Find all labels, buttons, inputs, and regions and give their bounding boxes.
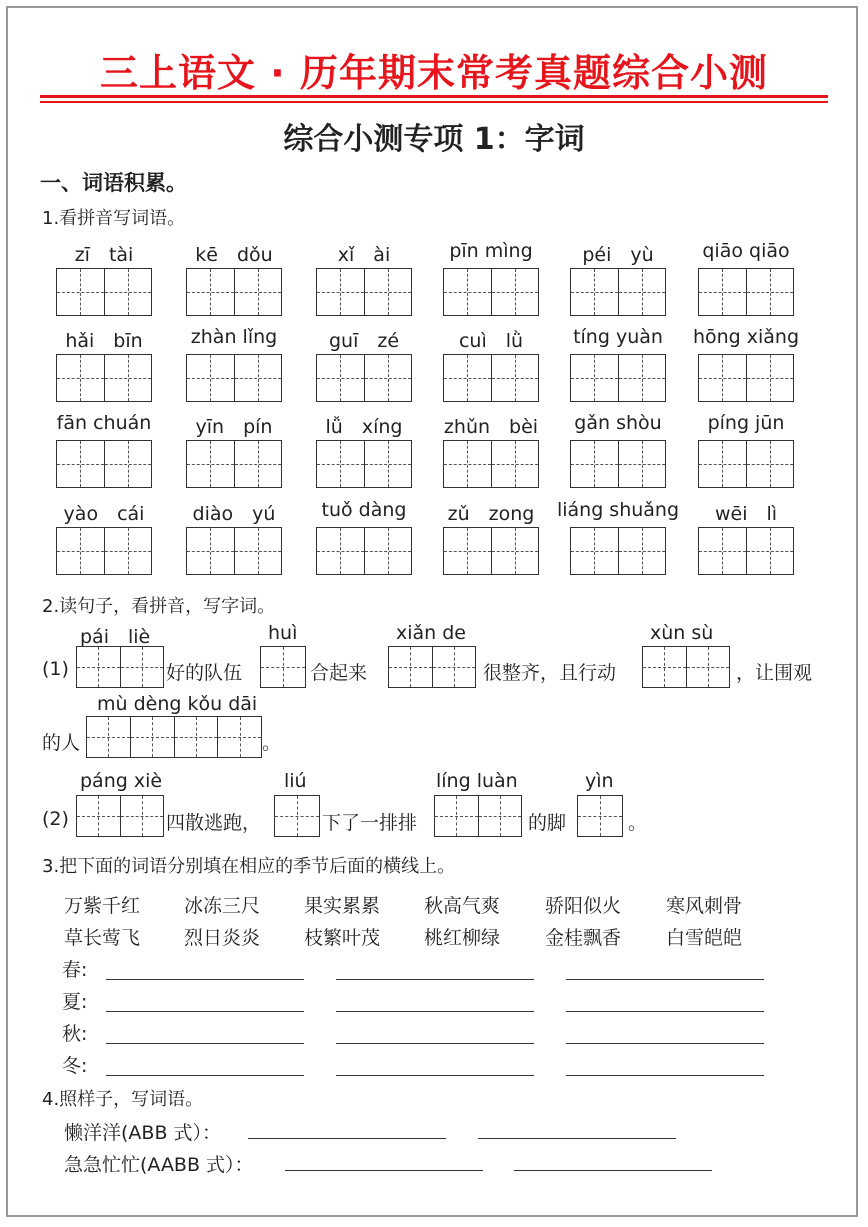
pinyin-label: zhàn lǐng	[190, 326, 278, 348]
pinyin-label: kē dǒu	[195, 244, 273, 266]
aabb-answer-line-1[interactable]	[285, 1170, 483, 1171]
title-underline	[40, 95, 828, 98]
pinyin-label: pīn mìng	[449, 240, 533, 262]
word-item: 金桂飘香	[545, 927, 622, 949]
s1-pinyin-1: pái liè	[80, 626, 151, 648]
pinyin-label: guī zé	[328, 330, 400, 352]
season-answer-line[interactable]	[566, 1011, 764, 1012]
s1-pinyin-4: xùn sù	[650, 622, 714, 644]
pinyin-label: qiāo qiāo	[702, 240, 790, 262]
character-box[interactable]	[56, 354, 152, 402]
section-heading: 一、词语积累。	[40, 171, 187, 195]
season-label: 秋:	[62, 1023, 88, 1045]
season-answer-line[interactable]	[106, 1043, 304, 1044]
pinyin-label: lǚ xíng	[325, 416, 403, 438]
s1-pinyin-5: mù dèng kǒu dāi	[97, 693, 258, 715]
s1-text-2: 合起来	[310, 662, 368, 684]
pinyin-label: gǎn shòu	[574, 412, 662, 434]
s2-text-1: 四散逃跑，	[166, 812, 262, 834]
character-box[interactable]	[186, 268, 282, 316]
season-label: 冬:	[62, 1055, 88, 1077]
pinyin-label: fān chuán	[56, 412, 152, 434]
pinyin-label: tuǒ dàng	[321, 499, 407, 521]
s2-text-2: 下了一排排	[322, 812, 418, 834]
character-box[interactable]	[56, 268, 152, 316]
s2-answer-box-4[interactable]	[577, 795, 623, 837]
character-box[interactable]	[186, 527, 282, 575]
word-item: 枝繁叶茂	[304, 927, 381, 949]
word-item: 果实累累	[304, 895, 381, 917]
s2-pinyin-4: yìn	[585, 770, 614, 792]
season-answer-line[interactable]	[566, 1043, 764, 1044]
pinyin-label: yīn pín	[195, 416, 273, 438]
word-item: 秋高气爽	[424, 895, 501, 917]
s1-text-1: 好的队伍	[166, 662, 243, 684]
aabb-answer-line-2[interactable]	[514, 1170, 712, 1171]
s1-text-3: 很整齐，且行动	[483, 662, 617, 684]
season-answer-line[interactable]	[336, 1075, 534, 1076]
character-box[interactable]	[56, 527, 152, 575]
question-3-label: 3.把下面的词语分别填在相应的季节后面的横线上。	[42, 856, 456, 877]
word-item: 桃红柳绿	[424, 927, 501, 949]
s1-text-5: 的人	[42, 732, 81, 754]
s2-pinyin-1: páng xiè	[80, 770, 163, 792]
title-underline-secondary	[40, 101, 828, 103]
pinyin-label: hōng xiǎng	[692, 326, 800, 348]
season-answer-line[interactable]	[106, 1075, 304, 1076]
pinyin-label: píng jūn	[707, 412, 785, 434]
pinyin-label: péi yù	[582, 244, 654, 266]
example-aabb: 急急忙忙(AABB 式）：	[64, 1154, 254, 1176]
abb-answer-line-1[interactable]	[248, 1138, 446, 1139]
character-box[interactable]	[698, 527, 794, 575]
season-answer-line[interactable]	[566, 1075, 764, 1076]
s1-answer-box-3[interactable]	[388, 646, 476, 688]
s1-pinyin-3: xiǎn de	[396, 622, 466, 644]
character-box[interactable]	[316, 440, 412, 488]
pinyin-label: yào cái	[63, 503, 145, 525]
character-box[interactable]	[186, 354, 282, 402]
season-answer-line[interactable]	[106, 979, 304, 980]
pinyin-label: zhǔn bèi	[443, 416, 539, 438]
pinyin-label: zǔ zong	[447, 503, 535, 525]
pinyin-label: tíng yuàn	[573, 326, 663, 348]
question-1-label: 1.看拼音写词语。	[42, 208, 186, 229]
s1-answer-box-2[interactable]	[260, 646, 306, 688]
question-2-label: 2.读句子，看拼音，写字词。	[42, 596, 276, 617]
s2-text-4: 。	[628, 812, 648, 834]
s1-answer-box-1[interactable]	[76, 646, 164, 688]
word-item: 白雪皑皑	[666, 927, 743, 949]
character-box[interactable]	[316, 527, 412, 575]
word-item: 骄阳似火	[545, 895, 622, 917]
s2-answer-box-2[interactable]	[274, 795, 320, 837]
season-label: 春:	[62, 959, 88, 981]
pinyin-label: liáng shuǎng	[556, 499, 680, 521]
word-item: 草长莺飞	[64, 927, 141, 949]
character-box[interactable]	[316, 354, 412, 402]
pinyin-label: hǎi bīn	[65, 330, 143, 352]
character-box[interactable]	[570, 440, 666, 488]
character-box[interactable]	[56, 440, 152, 488]
pinyin-label: xǐ ài	[337, 244, 391, 266]
season-answer-line[interactable]	[566, 979, 764, 980]
page-subtitle: 综合小测专项 1：字词	[283, 122, 585, 157]
s2-text-3: 的脚	[528, 812, 567, 834]
season-answer-line[interactable]	[336, 1011, 534, 1012]
season-answer-line[interactable]	[106, 1011, 304, 1012]
character-box[interactable]	[570, 354, 666, 402]
abb-answer-line-2[interactable]	[478, 1138, 676, 1139]
character-box[interactable]	[570, 527, 666, 575]
s2-answer-box-3[interactable]	[434, 795, 522, 837]
question-4-label: 4.照样子，写词语。	[42, 1089, 204, 1110]
word-item: 万紫千红	[64, 895, 141, 917]
season-answer-line[interactable]	[336, 1043, 534, 1044]
s1-text-6: 。	[262, 732, 282, 754]
character-box[interactable]	[443, 354, 539, 402]
s1-text-4: ，让围观	[736, 662, 813, 684]
character-box[interactable]	[698, 268, 794, 316]
pinyin-label: wēi lì	[714, 503, 778, 525]
character-box[interactable]	[443, 440, 539, 488]
character-box[interactable]	[316, 268, 412, 316]
word-item: 烈日炎炎	[184, 927, 261, 949]
pinyin-label: zī tài	[74, 244, 134, 266]
character-box[interactable]	[570, 268, 666, 316]
s1-answer-box-4[interactable]	[642, 646, 730, 688]
s1-answer-box-5[interactable]	[86, 716, 262, 758]
character-box[interactable]	[186, 440, 282, 488]
pinyin-label: diào yú	[192, 503, 276, 525]
pinyin-label: cuì lǜ	[458, 330, 524, 352]
page-title: 三上语文 · 历年期末常考真题综合小测	[100, 51, 768, 95]
s2-answer-box-1[interactable]	[76, 795, 164, 837]
character-box[interactable]	[698, 354, 794, 402]
s2-number: (2)	[42, 808, 69, 830]
character-box[interactable]	[698, 440, 794, 488]
example-abb: 懒洋洋(ABB 式）：	[64, 1122, 222, 1144]
s1-pinyin-2: huì	[268, 622, 298, 644]
s1-number: (1)	[42, 658, 69, 680]
character-box[interactable]	[443, 527, 539, 575]
season-label: 夏:	[62, 991, 88, 1013]
character-box[interactable]	[443, 268, 539, 316]
s2-pinyin-2: liú	[284, 770, 307, 792]
word-item: 冰冻三尺	[184, 895, 261, 917]
s2-pinyin-3: líng luàn	[436, 770, 518, 792]
season-answer-line[interactable]	[336, 979, 534, 980]
word-item: 寒风刺骨	[666, 895, 743, 917]
